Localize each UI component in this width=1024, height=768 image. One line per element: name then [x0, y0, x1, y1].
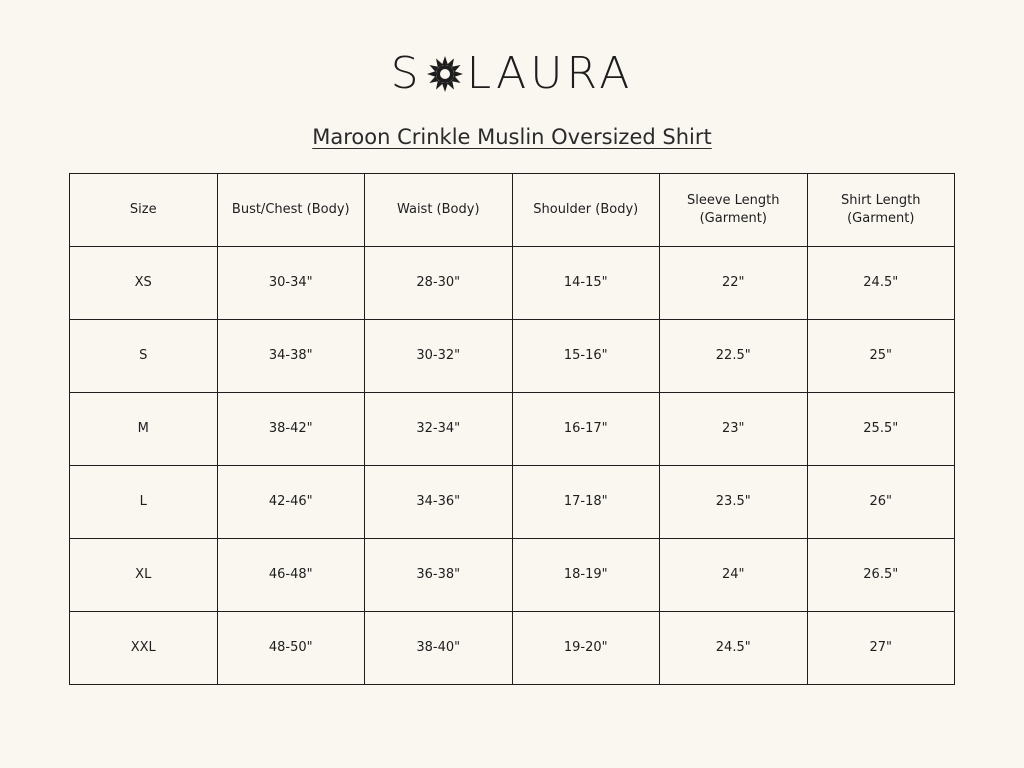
brand-name-suffix: LAURA	[466, 48, 634, 99]
size-chart-table	[69, 173, 955, 685]
table-cell: 24.5"	[807, 247, 955, 320]
table-cell: 34-36"	[365, 466, 513, 539]
table-cell: XXL	[70, 612, 218, 685]
table-row	[70, 247, 955, 320]
table-cell: 25"	[807, 320, 955, 393]
table-cell: 15-16"	[512, 320, 660, 393]
sun-icon	[425, 54, 465, 94]
table-cell: 24"	[660, 539, 808, 612]
header-bust-chest: Bust/Chest (Body)	[217, 174, 365, 247]
table-cell: XS	[70, 247, 218, 320]
table-cell: 26.5"	[807, 539, 955, 612]
table-cell: 23"	[660, 393, 808, 466]
table-cell: M	[70, 393, 218, 466]
table-cell: 30-32"	[365, 320, 513, 393]
brand-wordmark	[390, 48, 634, 99]
table-cell: 42-46"	[217, 466, 365, 539]
table-cell: 18-19"	[512, 539, 660, 612]
table-cell: 28-30"	[365, 247, 513, 320]
table-cell: 48-50"	[217, 612, 365, 685]
table-cell: S	[70, 320, 218, 393]
table-cell: 27"	[807, 612, 955, 685]
table-cell: XL	[70, 539, 218, 612]
table-cell: 24.5"	[660, 612, 808, 685]
table-cell: 22.5"	[660, 320, 808, 393]
table-cell: 46-48"	[217, 539, 365, 612]
table-cell: L	[70, 466, 218, 539]
table-cell: 36-38"	[365, 539, 513, 612]
header-sleeve-length: Sleeve Length (Garment)	[660, 174, 808, 247]
table-cell: 17-18"	[512, 466, 660, 539]
table-row	[70, 320, 955, 393]
table-cell: 38-40"	[365, 612, 513, 685]
table-cell: 14-15"	[512, 247, 660, 320]
table-cell: 25.5"	[807, 393, 955, 466]
table-cell: 26"	[807, 466, 955, 539]
header-shoulder: Shoulder (Body)	[512, 174, 660, 247]
table-cell: 19-20"	[512, 612, 660, 685]
header-waist: Waist (Body)	[365, 174, 513, 247]
table-row	[70, 466, 955, 539]
table-row	[70, 393, 955, 466]
table-cell: 38-42"	[217, 393, 365, 466]
brand-name-prefix: S	[390, 48, 423, 99]
table-cell: 16-17"	[512, 393, 660, 466]
header-shirt-length: Shirt Length (Garment)	[807, 174, 955, 247]
table-header-row	[70, 174, 955, 247]
table-row	[70, 539, 955, 612]
page-title: Maroon Crinkle Muslin Oversized Shirt	[312, 125, 712, 149]
table-cell: 22"	[660, 247, 808, 320]
header-size: Size	[70, 174, 218, 247]
table-cell: 30-34"	[217, 247, 365, 320]
brand-logo	[0, 50, 1024, 98]
table-cell: 32-34"	[365, 393, 513, 466]
table-cell: 23.5"	[660, 466, 808, 539]
table-cell: 34-38"	[217, 320, 365, 393]
table-row	[70, 612, 955, 685]
